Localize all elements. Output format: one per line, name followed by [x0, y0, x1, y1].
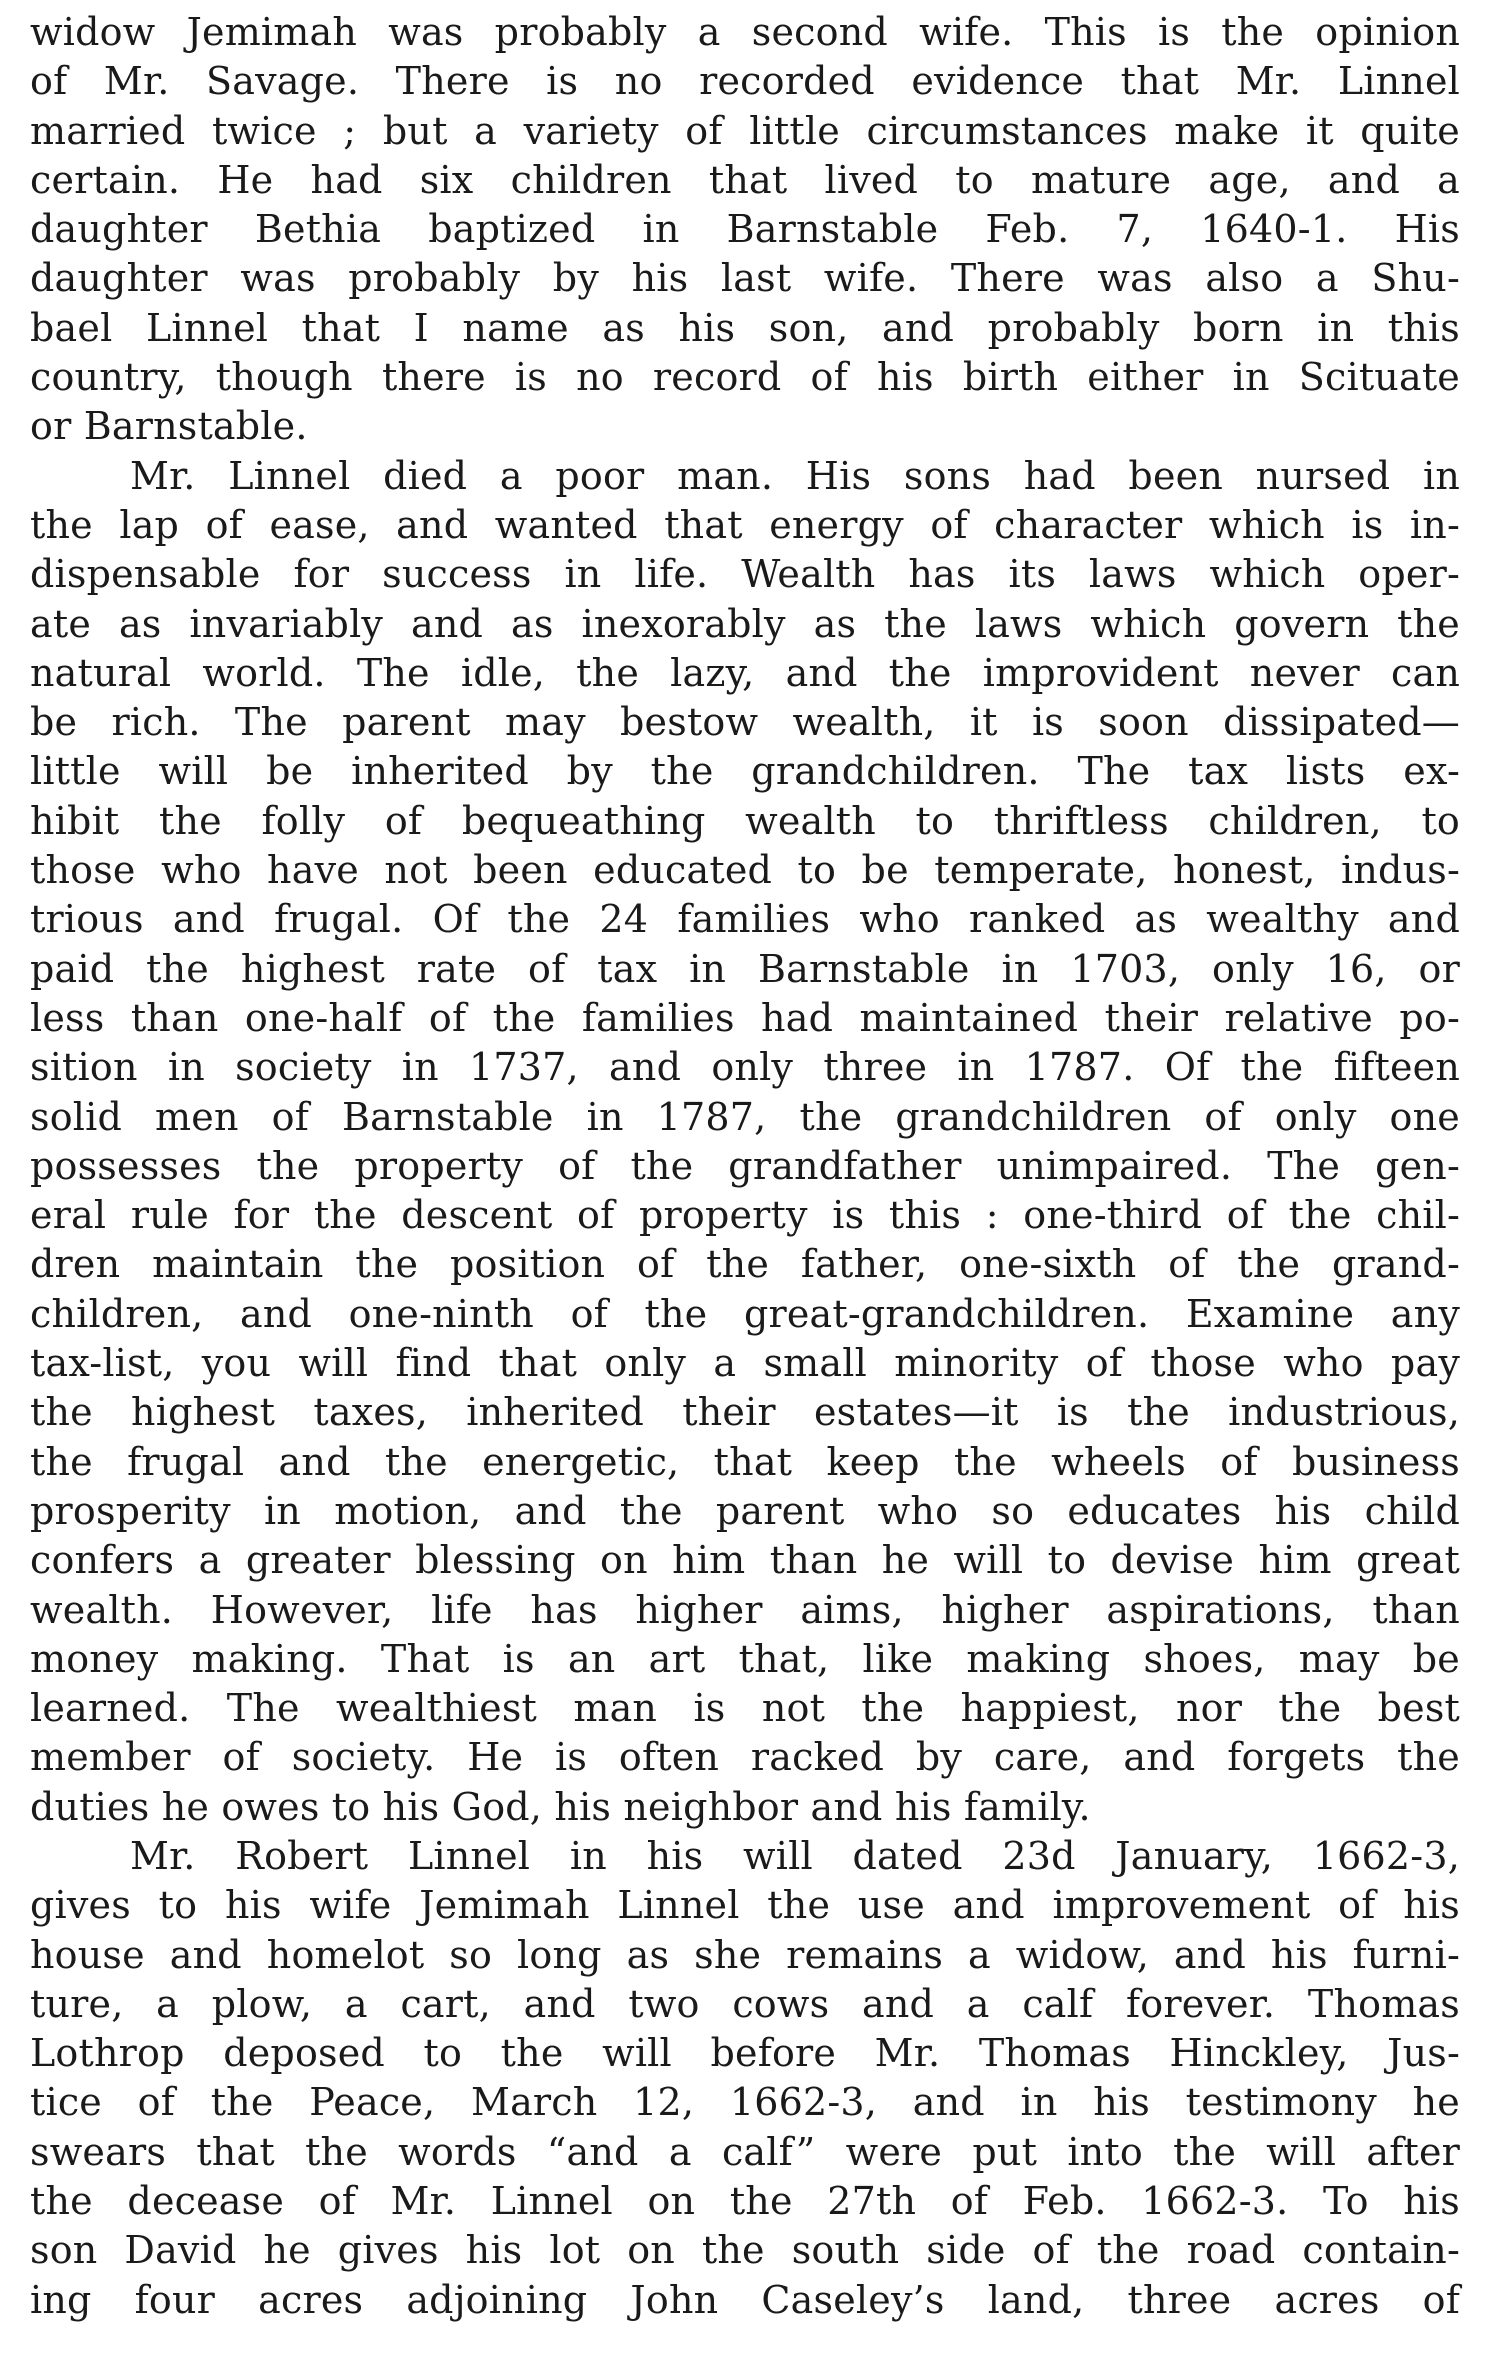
paragraph-3 — [30, 1832, 1460, 2325]
text-line: sition in society in 1737, and only three in 1787. Of the fifteen — [30, 1045, 1460, 1090]
text-line: learned. The wealthiest man is not the happiest, nor the best — [30, 1686, 1460, 1731]
text-line: trious and frugal. Of the 24 families who ranked as wealthy and — [30, 897, 1460, 942]
text-line: tice of the Peace, March 12, 1662-3, and in his testimony he — [30, 2080, 1460, 2125]
text-line: hibit the folly of bequeathing wealth to thriftless children, to — [30, 798, 1460, 843]
text-line: eral rule for the descent of property is this : one-third of the chil- — [30, 1193, 1460, 1238]
text-line: children, and one-ninth of the great-grandchildren. Examine any — [30, 1291, 1460, 1336]
text-line: possesses the property of the grandfather unimpaired. The gen- — [30, 1143, 1460, 1188]
text-line: swears that the words “and a calf” were put into the will after — [30, 2129, 1460, 2174]
paragraph-1 — [30, 8, 1460, 452]
text-line: wealth. However, life has higher aims, higher aspirations, than — [30, 1587, 1460, 1632]
text-line: certain. He had six children that lived to mature age, and a — [30, 157, 1460, 202]
text-line: Mr. Robert Linnel in his will dated 23d January, 1662-3, — [130, 1833, 1460, 1878]
text-line: bael Linnel that I name as his son, and probably born in this — [30, 305, 1460, 350]
text-line: money making. That is an art that, like making shoes, may be — [30, 1636, 1460, 1681]
text-line: dren maintain the position of the father, one-sixth of the grand- — [30, 1242, 1460, 1287]
text-line: confers a greater blessing on him than he will to devise him great — [30, 1538, 1460, 1583]
text-line: the decease of Mr. Linnel on the 27th of Feb. 1662-3. To his — [30, 2179, 1460, 2224]
paragraph-2 — [30, 452, 1460, 1832]
text-line: dispensable for success in life. Wealth has its laws which oper- — [30, 552, 1460, 597]
text-line: the frugal and the energetic, that keep the wheels of business — [30, 1439, 1460, 1484]
text-line: paid the highest rate of tax in Barnstable in 1703, only 16, or — [30, 946, 1460, 991]
text-line: of Mr. Savage. There is no recorded evidence that Mr. Linnel — [30, 59, 1460, 104]
text-line: Lothrop deposed to the will before Mr. Thomas Hinckley, Jus- — [30, 2031, 1460, 2076]
text-line: tax-list, you will find that only a small minority of those who pay — [30, 1341, 1460, 1386]
text-line: daughter Bethia baptized in Barnstable Feb. 7, 1640-1. His — [30, 207, 1460, 252]
text-line: married twice ; but a variety of little circumstances make it quite — [30, 108, 1460, 153]
text-line: solid men of Barnstable in 1787, the grandchildren of only one — [30, 1094, 1460, 1139]
text-line: widow Jemimah was probably a second wife. This is the opinion — [30, 10, 1460, 54]
text-line: or Barnstable. — [30, 404, 308, 449]
text-line: house and homelot so long as she remains a widow, and his furni- — [30, 1932, 1460, 1977]
text-line: ate as invariably and as inexorably as the laws which govern the — [30, 601, 1460, 646]
text-line: son David he gives his lot on the south side of the road contain- — [30, 2228, 1460, 2273]
text-line: daughter was probably by his last wife. There was also a Shu- — [30, 256, 1460, 301]
text-line: those who have not been educated to be temperate, honest, indus- — [30, 848, 1460, 893]
text-line: the lap of ease, and wanted that energy of character which is in- — [30, 502, 1460, 547]
text-line: ture, a plow, a cart, and two cows and a calf forever. Thomas — [30, 1981, 1460, 2026]
text-line: member of society. He is often racked by care, and forgets the — [30, 1735, 1460, 1780]
text-line: Mr. Linnel died a poor man. His sons had been nursed in — [130, 453, 1460, 498]
text-line: natural world. The idle, the lazy, and the improvident never can — [30, 650, 1460, 695]
text-line: country, though there is no record of his birth either in Scituate — [30, 355, 1460, 400]
text-line: little will be inherited by the grandchildren. The tax lists ex- — [30, 749, 1460, 794]
text-line: the highest taxes, inherited their estates—it is the industrious, — [30, 1390, 1460, 1435]
text-line: ing four acres adjoining John Caseley’s land, three acres of — [30, 2277, 1460, 2322]
text-line: be rich. The parent may bestow wealth, it is soon dissipated— — [30, 700, 1460, 745]
document-page — [30, 8, 1460, 2325]
text-line: gives to his wife Jemimah Linnel the use and improvement of his — [30, 1883, 1460, 1928]
text-line: less than one-half of the families had maintained their relative po- — [30, 995, 1460, 1040]
text-line: duties he owes to his God, his neighbor and his family. — [30, 1784, 1091, 1829]
text-line: prosperity in motion, and the parent who so educates his child — [30, 1488, 1460, 1533]
